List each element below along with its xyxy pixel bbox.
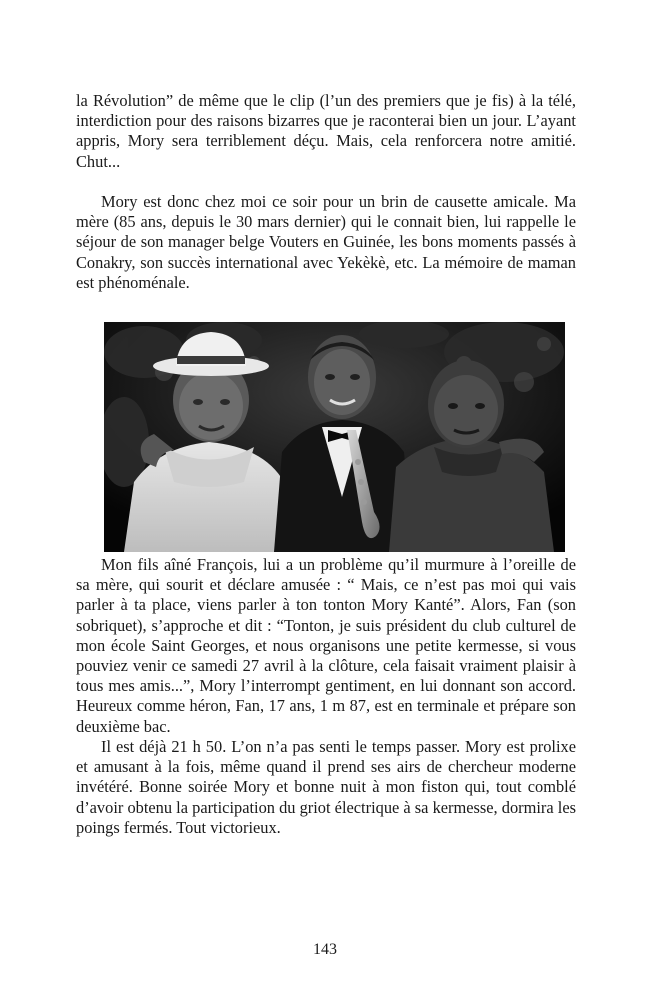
page-number: 143 [313,941,337,958]
paragraph-francois: Mon fils aîné François, lui a un problème qu’il murmure à l’oreille de sa mère, qui sourit et déclare amusée : “ Mais, ce n’est pas moi qui vais parler à ta place, viens parler à ton tonton Mory Kanté”. Alors, Fan (son sobriquet), s’approche et dit : “Tonton, je suis président du club culturel de mon école Saint Georges, et nous organisons une petite kermesse, si vous pouviez venir ce samedi 27 avril à la clôture, cela faisait vraiment plaisir à tous mes amis...”, Mory l’interrompt gentiment, en lui donnant son accord. Heureux comme héron, Fan, 17 ans, 1 m 87, est en terminale et prépare son deuxième bac. [76,555,576,736]
paragraph-evening-end: Il est déjà 21 h 50. L’on n’a pas senti le temps passer. Mory est prolixe et amusant à la fois, même quand il prend ses airs de chercheur moderne invétéré. Bonne soirée Mory et bonne nuit à mon fiston qui, tout comblé d’avoir obtenu la participation du griot électrique à sa kermesse, dormira les poings fermés. Tout victorieux. [76,737,576,837]
photograph-illustration [104,322,565,552]
paragraph-continuation: la Révolution” de même que le clip (l’un des premiers que je fis) à la télé, interdiction pour des raisons bizarres que je raconterai bien un jour. L’ayant appris, Mory sera terriblement déçu. Mais, cela renforcera notre amitié. Chut... [76,91,576,171]
paragraph-mory-visit: Mory est donc chez moi ce soir pour un brin de causette amicale. Ma mère (85 ans, depuis le 30 mars dernier) qui le connait bien, lui rappelle le séjour de son manager belge Vouters en Guinée, les bons moments passés à Conakry, son succès international avec Yekèkè, etc. La mémoire de maman est phénoménale. [76,192,576,292]
photograph-three-men [104,322,565,552]
